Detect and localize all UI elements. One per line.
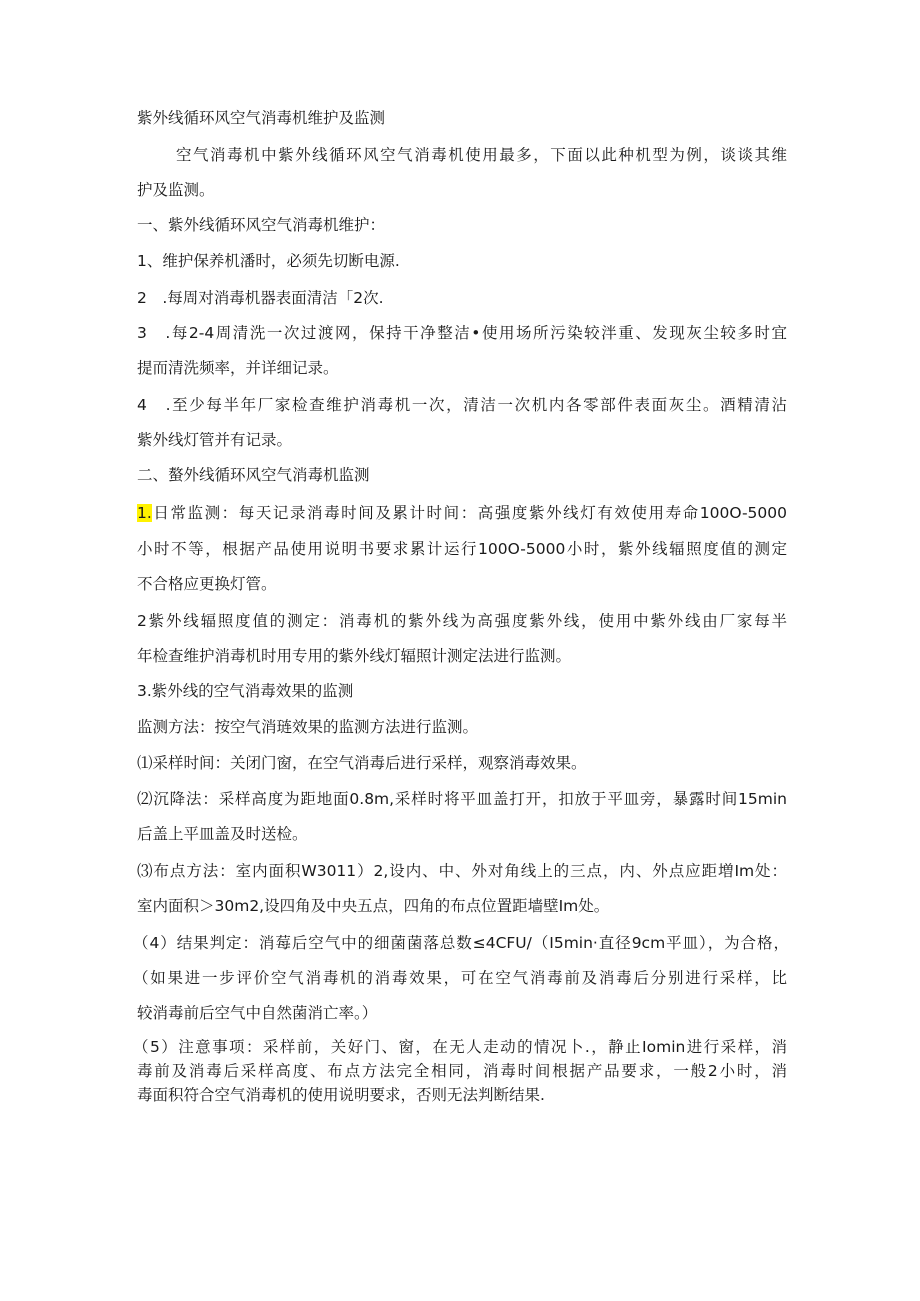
effect-monitoring-heading: 3.紫外线的空气消毒效果的监测 [137, 682, 354, 700]
precautions-line-2: 毒前及消毒后采样高度、布点方法完全相同，消毒时间根据产品要求，一般2小时，消 [137, 1062, 787, 1080]
maintenance-item-4-line-2: 紫外线灯管并有记录。 [137, 431, 293, 449]
maintenance-item-4-line-1: 4 .至少每半年厂家检查维护消毒机一次，清洁一次机内各零部件表面灰尘。酒精清沾 [137, 396, 787, 414]
intro-line-1: 空气消毒机中紫外线循环风空气消毒机使用最多，下面以此种机型为例，谈谈其维 [176, 146, 787, 164]
irradiance-line-2: 年检查维护消毒机时用专用的紫外线灯辐照计测定法进行监测。 [137, 647, 572, 665]
precautions-line-3: 毒面积符合空气消毒机的使用说明要求，否则无法判断结果. [137, 1086, 545, 1104]
settling-method-line-1: ⑵沉降法：采样高度为距地面0.8m,采样时将平皿盖打开，扣放于平皿旁，暴露时间15min [137, 790, 787, 808]
result-judgement-line-3: 较消毒前后空气中自然菌消亡率。） [137, 1004, 378, 1022]
sampling-time: ⑴采样时间：关闭门窗，在空气消毒后进行采样，观察消毒效果。 [137, 754, 587, 772]
result-judgement-line-1: （4）结果判定：消莓后空气中的细菌菌落总数≤4CFU/（I5min·直径9cm平皿），为合格， [133, 934, 789, 952]
sampling-points-line-2: 室内面积＞30m2,设四角及中央五点，四角的布点位置距墙壁Im处。 [137, 897, 610, 915]
monitoring-method: 监测方法：按空气消琏效果的监测方法进行监测。 [137, 718, 479, 736]
daily-monitoring-line-3: 不合格应更换灯管。 [137, 575, 277, 593]
settling-method-line-2: 后盖上平皿盖及时送检。 [137, 825, 308, 843]
daily-monitoring-line-1 [137, 502, 787, 524]
sampling-points-line-1: ⑶布点方法：室内面积W3011）2,设内、中、外对角线上的三点，内、外点应距増Im处： [137, 862, 787, 880]
maintenance-item-2: 2 .每周对消毒机器表面清洁「2次. [137, 289, 384, 307]
precautions-line-1: （5）注意事项：采样前，关好门、窗，在无人走动的情况卜.，静止Iomin进行采样，消 [133, 1038, 787, 1056]
section-2-heading: 二、螯外线循环风空气消毒机监测 [137, 466, 370, 484]
maintenance-item-3-line-2: 提而清洗频率，并详细记录。 [137, 359, 339, 377]
maintenance-item-1: 1、维护保养机潘时，必须先切断电源. [137, 252, 400, 270]
irradiance-line-1: 2紫外线辐照度值的测定：消毒机的紫外线为高强度紫外线，使用中紫外线由厂家每半 [137, 612, 787, 630]
doc-title: 紫外线循环风空气消毒机维护及监测 [137, 109, 386, 127]
daily-monitoring-text: 日常监测：每天记录消毒时间及累计时间：高强度紫外线灯有效使用寿命100O-5000 [151, 504, 787, 522]
result-judgement-line-2: （如果进一步评价空气消毒机的消毒效果，可在空气消毒前及消毒后分别进行采样，比 [133, 969, 787, 987]
maintenance-item-3-line-1: 3 .每2-4周清洗一次过渡网，保持干净整洁•使用场所污染较泮重、发现灰尘较多时宜 [137, 324, 787, 342]
highlight-mark: 1. [137, 504, 152, 522]
section-1-heading: 一、紫外线循环风空气消毒机维护： [137, 216, 386, 234]
intro-line-2: 护及监测。 [137, 181, 215, 199]
daily-monitoring-line-2: 小时不等，根据产品使用说明书要求累计运行100O-5000小时，紫外线辐照度值的测定 [137, 540, 787, 558]
